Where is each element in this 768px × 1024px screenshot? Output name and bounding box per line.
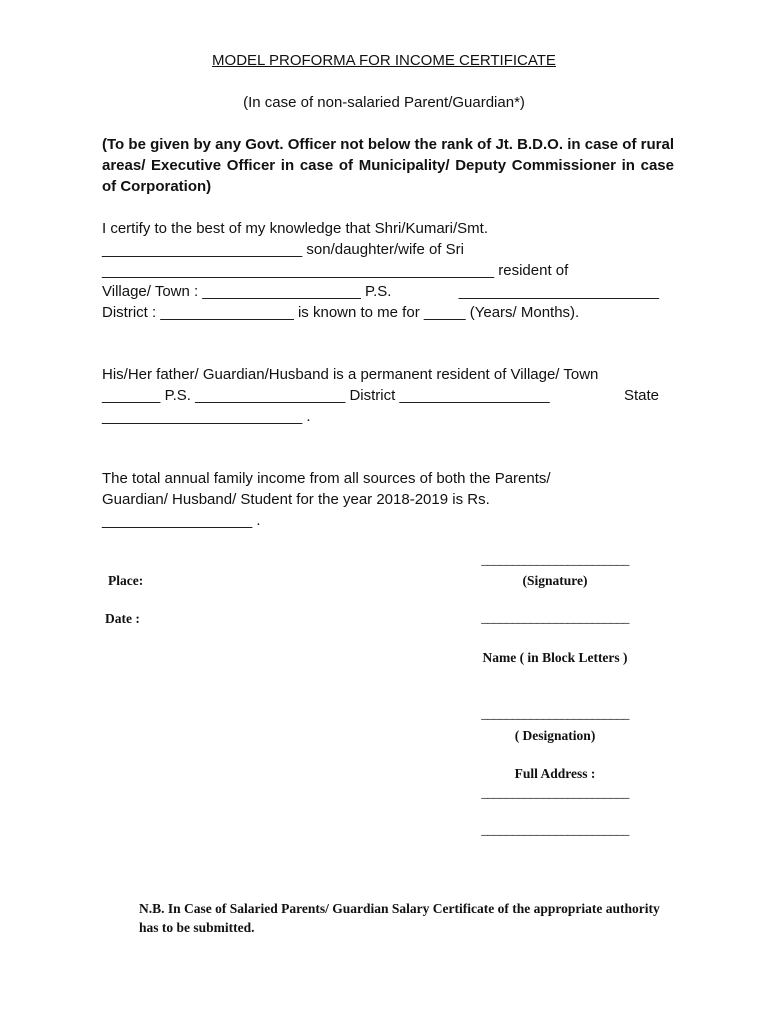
certify-line-4	[102, 281, 659, 302]
authority-note: (To be given by any Govt. Officer not below the rank of Jt. B.D.O. in case of rural areas/ Executive Officer in case of Municipality/ Deputy Commissioner in case of Corporation)	[102, 136, 674, 195]
signature-label: (Signature)	[522, 573, 588, 588]
certify-line-1: I certify to the best of my knowledge that Shri/Kumari/Smt.	[102, 220, 488, 237]
resident-line-2	[102, 385, 659, 406]
address-line-2: ________________________	[481, 822, 629, 837]
certify-line-5: District : ________________ is known to me for _____ (Years/ Months).	[102, 304, 580, 321]
document-subtitle: (In case of non-salaried Parent/Guardian*)	[243, 94, 525, 111]
place-label: Place:	[108, 573, 144, 588]
date-label: Date :	[105, 611, 140, 626]
address-line-1: ________________________	[481, 785, 629, 800]
full-address-label: Full Address :	[514, 766, 596, 781]
footer-note: N.B. In Case of Salaried Parents/ Guardian Salary Certificate of the appropriate authority has to be submitted.	[139, 901, 660, 935]
designation-label: ( Designation)	[514, 728, 596, 743]
income-line-3: __________________ .	[102, 512, 261, 529]
certify-line-3: _______________________________________________ resident of	[102, 262, 569, 279]
certify-line-2: ________________________ son/daughter/wife of Sri	[102, 241, 464, 258]
ps-district-field: _______ P.S. __________________ District __________________	[102, 387, 550, 404]
village-town-ps-field: Village/ Town : ___________________ P.S.	[102, 283, 392, 300]
resident-line-1: His/Her father/ Guardian/Husband is a permanent resident of Village/ Town	[102, 366, 599, 383]
designation-line: ________________________	[481, 706, 629, 721]
name-line: ________________________	[481, 610, 629, 625]
income-paragraph	[102, 468, 551, 531]
document-title: MODEL PROFORMA FOR INCOME CERTIFICATE	[212, 52, 556, 69]
resident-line-3: ________________________ .	[102, 408, 311, 425]
state-label: State	[623, 387, 659, 404]
income-line-1: The total annual family income from all sources of both the Parents/	[102, 470, 551, 487]
signature-line: ________________________	[481, 552, 629, 567]
certify-paragraph	[102, 218, 659, 323]
ps-blank: ________________________	[458, 283, 659, 300]
name-label: Name ( in Block Letters )	[482, 650, 628, 665]
resident-paragraph	[102, 364, 659, 427]
income-line-2: Guardian/ Husband/ Student for the year 2018-2019 is Rs.	[102, 491, 490, 508]
